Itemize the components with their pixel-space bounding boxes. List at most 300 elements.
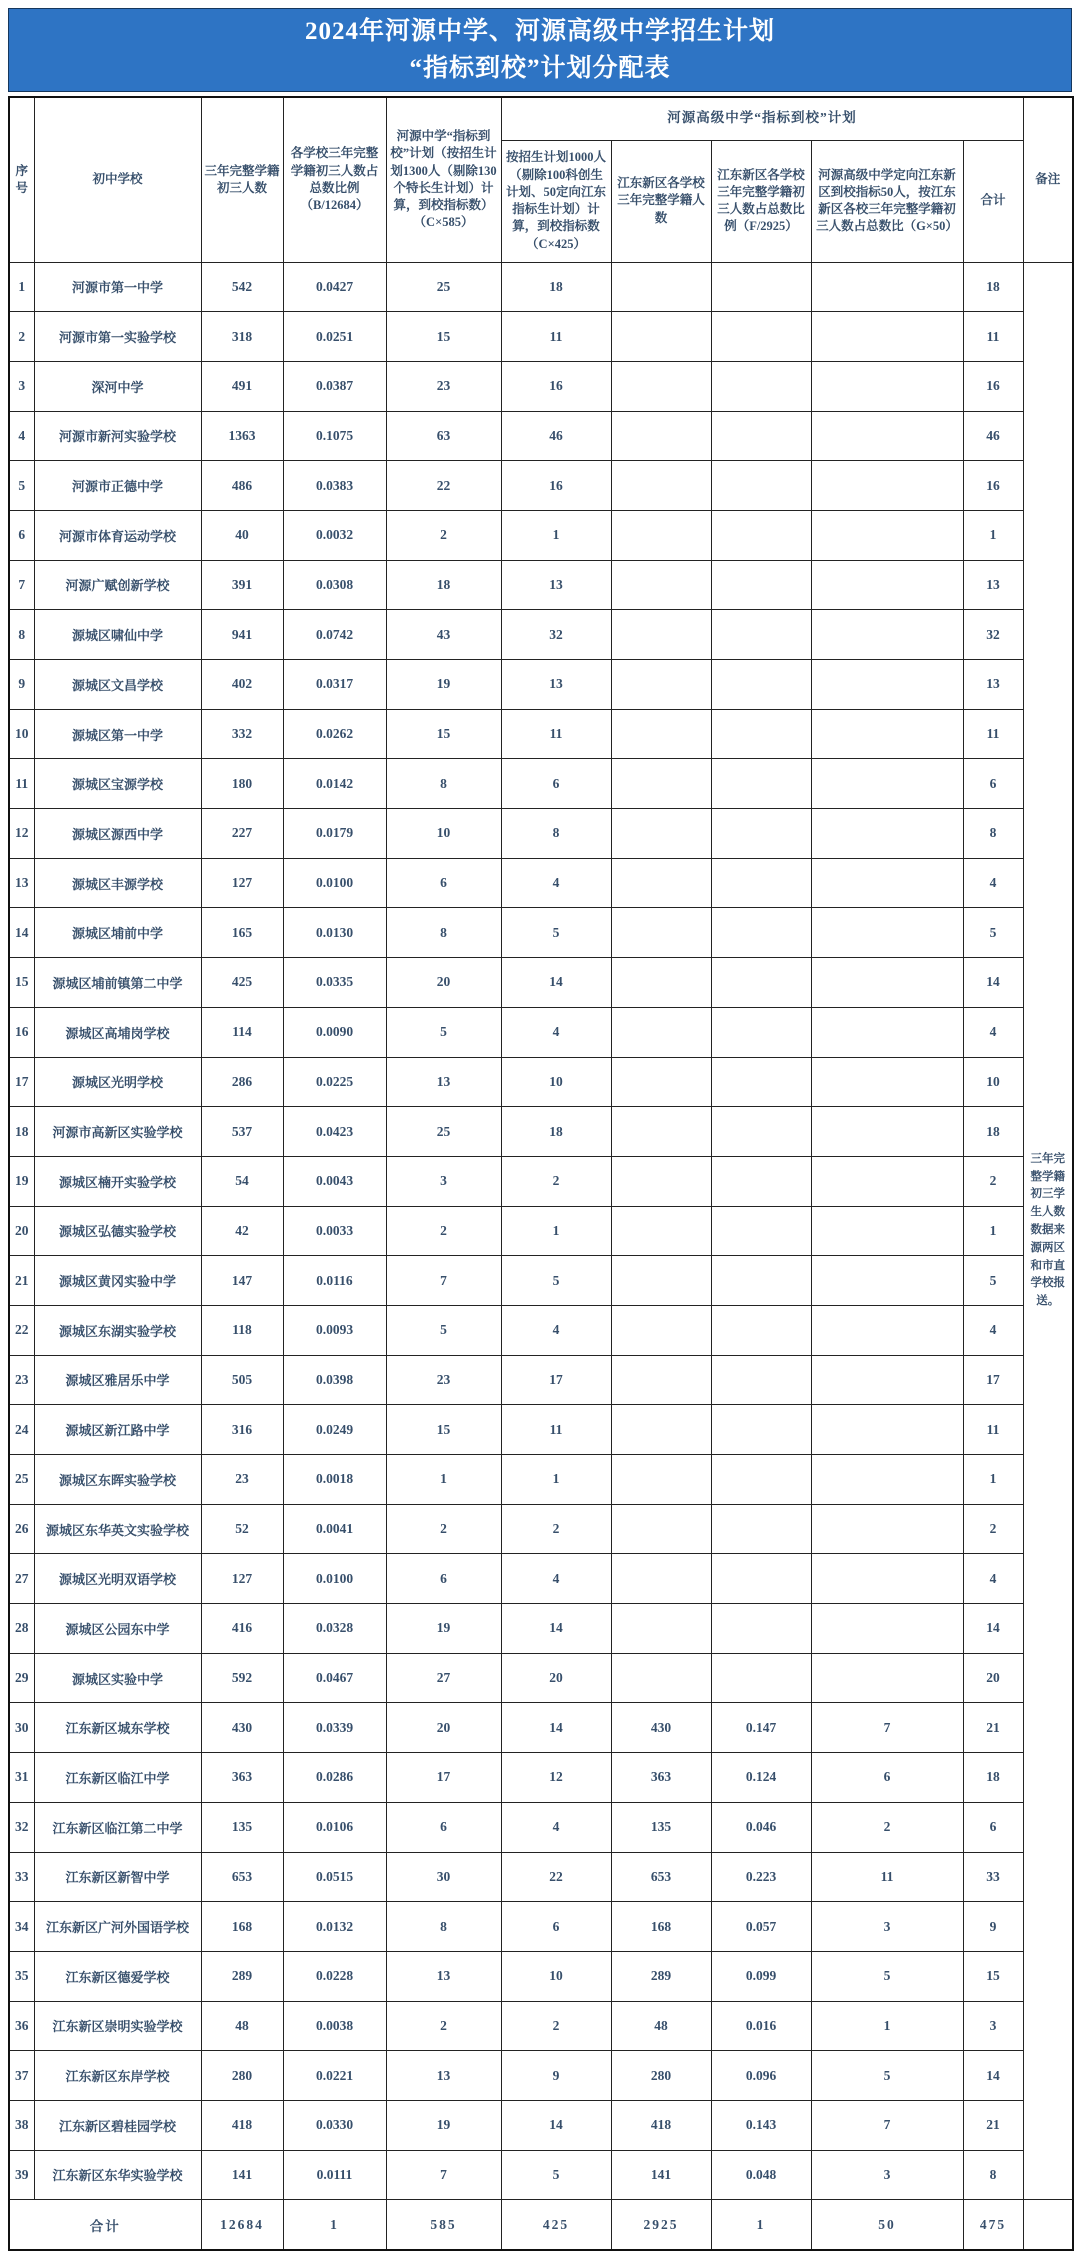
school-name: 源城区埔前中学 [34, 908, 201, 958]
grade9-count-cell: 363 [201, 1753, 283, 1803]
row-total-cell: 10 [963, 1057, 1023, 1107]
jiangdong-ratio-cell [711, 510, 811, 560]
ratio-cell: 0.0032 [283, 510, 386, 560]
header-senior-plan: 按招生计划1000人（剔除100科创生计划、50定向江东指标生计划）计算，到校指标数（C×425） [501, 140, 611, 262]
row-number: 25 [9, 1455, 34, 1505]
senior-plan-cell: 5 [501, 908, 611, 958]
jiangdong-ratio-cell [711, 908, 811, 958]
senior-plan-cell: 16 [501, 361, 611, 411]
table-row [9, 908, 1073, 958]
jiangdong-count-cell [611, 610, 711, 660]
heyuan-plan-cell: 19 [386, 2100, 501, 2150]
grade9-count-cell: 537 [201, 1107, 283, 1157]
ratio-cell: 0.0286 [283, 1753, 386, 1803]
grade9-count-cell: 418 [201, 2100, 283, 2150]
heyuan-plan-cell: 15 [386, 312, 501, 362]
heyuan-plan-cell: 8 [386, 908, 501, 958]
senior-plan-cell: 20 [501, 1653, 611, 1703]
total-value-cell: 475 [963, 2200, 1023, 2250]
jiangdong-ratio-cell [711, 809, 811, 859]
header-jiangdong-quota: 河源高级中学定向江东新区到校指标50人，按江东新区各校三年完整学籍初三人数占总数比（G×50） [811, 140, 963, 262]
total-value-cell: 12684 [201, 2200, 283, 2250]
school-name: 源城区第一中学 [34, 709, 201, 759]
row-total-cell: 8 [963, 2150, 1023, 2200]
school-name: 河源市体育运动学校 [34, 510, 201, 560]
row-total-cell: 13 [963, 560, 1023, 610]
table-row [9, 1405, 1073, 1455]
row-total-cell: 17 [963, 1355, 1023, 1405]
row-number: 11 [9, 759, 34, 809]
school-name: 源城区东晖实验学校 [34, 1455, 201, 1505]
total-value-cell: 2925 [611, 2200, 711, 2250]
heyuan-plan-cell: 13 [386, 1057, 501, 1107]
jiangdong-count-cell: 168 [611, 1902, 711, 1952]
heyuan-plan-cell: 23 [386, 361, 501, 411]
senior-plan-cell: 5 [501, 2150, 611, 2200]
table-row [9, 2051, 1073, 2101]
row-number: 10 [9, 709, 34, 759]
ratio-cell: 0.0100 [283, 1554, 386, 1604]
heyuan-plan-cell: 27 [386, 1653, 501, 1703]
heyuan-plan-cell: 63 [386, 411, 501, 461]
senior-plan-cell: 5 [501, 1256, 611, 1306]
row-total-cell: 14 [963, 1604, 1023, 1654]
jiangdong-quota-cell: 11 [811, 1852, 963, 1902]
jiangdong-quota-cell [811, 958, 963, 1008]
table-row [9, 1653, 1073, 1703]
jiangdong-quota-cell [811, 1206, 963, 1256]
row-number: 34 [9, 1902, 34, 1952]
jiangdong-ratio-cell [711, 660, 811, 710]
senior-plan-cell: 6 [501, 759, 611, 809]
senior-plan-cell: 2 [501, 1156, 611, 1206]
senior-plan-cell: 13 [501, 660, 611, 710]
jiangdong-count-cell [611, 908, 711, 958]
remark-note: 三年完整学籍初三学生人数数据来源两区和市直学校报送。 [1023, 262, 1073, 2200]
table-row [9, 1355, 1073, 1405]
heyuan-plan-cell: 25 [386, 1107, 501, 1157]
grade9-count-cell: 127 [201, 858, 283, 908]
header-grade9-count: 三年完整学籍初三人数 [201, 97, 283, 262]
jiangdong-count-cell [611, 1604, 711, 1654]
jiangdong-count-cell: 363 [611, 1753, 711, 1803]
table-row [9, 858, 1073, 908]
table-row [9, 1703, 1073, 1753]
heyuan-plan-cell: 23 [386, 1355, 501, 1405]
total-value-cell: 425 [501, 2200, 611, 2250]
table-row [9, 1156, 1073, 1206]
ratio-cell: 0.0116 [283, 1256, 386, 1306]
jiangdong-quota-cell [811, 1107, 963, 1157]
jiangdong-quota-cell: 7 [811, 1703, 963, 1753]
header-senior-group: 河源高级中学“指标到校”计划 [501, 97, 1023, 140]
grade9-count-cell: 391 [201, 560, 283, 610]
jiangdong-quota-cell [811, 908, 963, 958]
school-name: 源城区啸仙中学 [34, 610, 201, 660]
jiangdong-quota-cell [811, 510, 963, 560]
jiangdong-ratio-cell [711, 1355, 811, 1405]
table-row [9, 312, 1073, 362]
header-total: 合计 [963, 140, 1023, 262]
senior-plan-cell: 10 [501, 1951, 611, 2001]
row-number: 18 [9, 1107, 34, 1157]
ratio-cell: 0.0249 [283, 1405, 386, 1455]
heyuan-plan-cell: 13 [386, 2051, 501, 2101]
heyuan-plan-cell: 20 [386, 1703, 501, 1753]
heyuan-plan-cell: 7 [386, 1256, 501, 1306]
row-number: 31 [9, 1753, 34, 1803]
heyuan-plan-cell: 5 [386, 1007, 501, 1057]
ratio-cell: 0.0515 [283, 1852, 386, 1902]
jiangdong-quota-cell [811, 411, 963, 461]
table-body [9, 262, 1073, 2250]
table-row [9, 1305, 1073, 1355]
header-remark: 备注 [1023, 97, 1073, 262]
row-total-cell: 2 [963, 1156, 1023, 1206]
ratio-cell: 0.0225 [283, 1057, 386, 1107]
row-total-cell: 21 [963, 2100, 1023, 2150]
row-total-cell: 46 [963, 411, 1023, 461]
grade9-count-cell: 168 [201, 1902, 283, 1952]
jiangdong-count-cell [611, 1504, 711, 1554]
ratio-cell: 0.0330 [283, 2100, 386, 2150]
table-row [9, 2150, 1073, 2200]
senior-plan-cell: 11 [501, 709, 611, 759]
ratio-cell: 0.0308 [283, 560, 386, 610]
jiangdong-quota-cell [811, 858, 963, 908]
ratio-cell: 0.0106 [283, 1802, 386, 1852]
table-row [9, 2001, 1073, 2051]
heyuan-plan-cell: 22 [386, 461, 501, 511]
jiangdong-count-cell [611, 411, 711, 461]
table-row [9, 1902, 1073, 1952]
table-row [9, 1107, 1073, 1157]
ratio-cell: 0.0398 [283, 1355, 386, 1405]
row-total-cell: 6 [963, 759, 1023, 809]
jiangdong-count-cell [611, 1355, 711, 1405]
jiangdong-quota-cell [811, 1554, 963, 1604]
school-name: 河源市正德中学 [34, 461, 201, 511]
jiangdong-ratio-cell [711, 1156, 811, 1206]
heyuan-plan-cell: 15 [386, 1405, 501, 1455]
table-row [9, 262, 1073, 312]
grade9-count-cell: 165 [201, 908, 283, 958]
row-number: 21 [9, 1256, 34, 1306]
table-row [9, 461, 1073, 511]
grade9-count-cell: 542 [201, 262, 283, 312]
grade9-count-cell: 180 [201, 759, 283, 809]
heyuan-plan-cell: 20 [386, 958, 501, 1008]
header-seq: 序号 [9, 97, 34, 262]
table-row [9, 1951, 1073, 2001]
jiangdong-quota-cell [811, 1256, 963, 1306]
senior-plan-cell: 1 [501, 510, 611, 560]
school-name: 源城区公园东中学 [34, 1604, 201, 1654]
jiangdong-count-cell [611, 858, 711, 908]
jiangdong-ratio-cell [711, 560, 811, 610]
table-row [9, 610, 1073, 660]
heyuan-plan-cell: 6 [386, 1554, 501, 1604]
ratio-cell: 0.0033 [283, 1206, 386, 1256]
total-remark-cell [1023, 2200, 1073, 2250]
jiangdong-quota-cell [811, 361, 963, 411]
ratio-cell: 0.0179 [283, 809, 386, 859]
senior-plan-cell: 17 [501, 1355, 611, 1405]
ratio-cell: 0.0018 [283, 1455, 386, 1505]
ratio-cell: 0.0251 [283, 312, 386, 362]
jiangdong-quota-cell: 1 [811, 2001, 963, 2051]
grade9-count-cell: 227 [201, 809, 283, 859]
row-number: 6 [9, 510, 34, 560]
senior-plan-cell: 2 [501, 1504, 611, 1554]
jiangdong-ratio-cell: 0.046 [711, 1802, 811, 1852]
school-name: 源城区丰源学校 [34, 858, 201, 908]
jiangdong-quota-cell [811, 1355, 963, 1405]
ratio-cell: 0.0467 [283, 1653, 386, 1703]
grade9-count-cell: 114 [201, 1007, 283, 1057]
row-number: 9 [9, 660, 34, 710]
senior-plan-cell: 10 [501, 1057, 611, 1107]
jiangdong-quota-cell [811, 1604, 963, 1654]
row-number: 15 [9, 958, 34, 1008]
ratio-cell: 0.0423 [283, 1107, 386, 1157]
jiangdong-ratio-cell [711, 1007, 811, 1057]
row-total-cell: 14 [963, 958, 1023, 1008]
heyuan-plan-cell: 25 [386, 262, 501, 312]
page-title [8, 8, 1072, 92]
heyuan-plan-cell: 17 [386, 1753, 501, 1803]
row-total-cell: 5 [963, 1256, 1023, 1306]
row-total-cell: 5 [963, 908, 1023, 958]
table-row [9, 660, 1073, 710]
jiangdong-ratio-cell [711, 411, 811, 461]
ratio-cell: 0.0317 [283, 660, 386, 710]
grade9-count-cell: 127 [201, 1554, 283, 1604]
school-name: 源城区实验中学 [34, 1653, 201, 1703]
page-title-line2: “指标到校”计划分配表 [409, 55, 671, 82]
header-school: 初中学校 [34, 97, 201, 262]
jiangdong-count-cell [611, 660, 711, 710]
jiangdong-count-cell: 135 [611, 1802, 711, 1852]
row-total-cell: 9 [963, 1902, 1023, 1952]
jiangdong-ratio-cell [711, 1305, 811, 1355]
senior-plan-cell: 22 [501, 1852, 611, 1902]
ratio-cell: 0.0041 [283, 1504, 386, 1554]
ratio-cell: 0.0100 [283, 858, 386, 908]
row-number: 13 [9, 858, 34, 908]
jiangdong-count-cell [611, 510, 711, 560]
jiangdong-ratio-cell [711, 461, 811, 511]
jiangdong-ratio-cell [711, 759, 811, 809]
table-row [9, 809, 1073, 859]
row-number: 16 [9, 1007, 34, 1057]
heyuan-plan-cell: 1 [386, 1455, 501, 1505]
senior-plan-cell: 8 [501, 809, 611, 859]
school-name: 江东新区碧桂园学校 [34, 2100, 201, 2150]
grade9-count-cell: 147 [201, 1256, 283, 1306]
ratio-cell: 0.0142 [283, 759, 386, 809]
grade9-count-cell: 135 [201, 1802, 283, 1852]
school-name: 江东新区临江中学 [34, 1753, 201, 1803]
senior-plan-cell: 4 [501, 1007, 611, 1057]
row-number: 29 [9, 1653, 34, 1703]
row-total-cell: 15 [963, 1951, 1023, 2001]
ratio-cell: 0.0262 [283, 709, 386, 759]
row-total-cell: 21 [963, 1703, 1023, 1753]
jiangdong-quota-cell [811, 1405, 963, 1455]
heyuan-plan-cell: 6 [386, 858, 501, 908]
jiangdong-count-cell [611, 1305, 711, 1355]
grade9-count-cell: 1363 [201, 411, 283, 461]
row-total-cell: 4 [963, 1554, 1023, 1604]
school-name: 源城区光明学校 [34, 1057, 201, 1107]
row-total-cell: 16 [963, 361, 1023, 411]
row-total-cell: 6 [963, 1802, 1023, 1852]
row-total-cell: 11 [963, 709, 1023, 759]
grade9-count-cell: 52 [201, 1504, 283, 1554]
table-row [9, 411, 1073, 461]
jiangdong-ratio-cell [711, 262, 811, 312]
total-label: 合计 [9, 2200, 201, 2250]
jiangdong-quota-cell [811, 262, 963, 312]
row-number: 28 [9, 1604, 34, 1654]
jiangdong-count-cell [611, 759, 711, 809]
ratio-cell: 0.0221 [283, 2051, 386, 2101]
header-ratio: 各学校三年完整学籍初三人数占总数比例（B/12684） [283, 97, 386, 262]
table-row [9, 1604, 1073, 1654]
row-number: 39 [9, 2150, 34, 2200]
heyuan-plan-cell: 8 [386, 759, 501, 809]
row-total-cell: 1 [963, 1455, 1023, 1505]
senior-plan-cell: 14 [501, 1604, 611, 1654]
jiangdong-count-cell [611, 262, 711, 312]
jiangdong-ratio-cell [711, 709, 811, 759]
row-number: 33 [9, 1852, 34, 1902]
senior-plan-cell: 6 [501, 1902, 611, 1952]
heyuan-plan-cell: 8 [386, 1902, 501, 1952]
school-name: 源城区埔前镇第二中学 [34, 958, 201, 1008]
row-number: 38 [9, 2100, 34, 2150]
jiangdong-count-cell [611, 1405, 711, 1455]
table-row [9, 510, 1073, 560]
row-number: 1 [9, 262, 34, 312]
table-row [9, 709, 1073, 759]
table-row [9, 1554, 1073, 1604]
row-total-cell: 8 [963, 809, 1023, 859]
school-name: 源城区光明双语学校 [34, 1554, 201, 1604]
jiangdong-count-cell [611, 1156, 711, 1206]
heyuan-plan-cell: 2 [386, 1504, 501, 1554]
school-name: 源城区新江路中学 [34, 1405, 201, 1455]
row-number: 26 [9, 1504, 34, 1554]
row-number: 30 [9, 1703, 34, 1753]
row-total-cell: 18 [963, 1107, 1023, 1157]
school-name: 江东新区东岸学校 [34, 2051, 201, 2101]
jiangdong-ratio-cell: 0.223 [711, 1852, 811, 1902]
row-number: 22 [9, 1305, 34, 1355]
school-name: 源城区弘德实验学校 [34, 1206, 201, 1256]
allocation-table [8, 96, 1074, 2251]
table-row [9, 560, 1073, 610]
row-number: 24 [9, 1405, 34, 1455]
school-name: 江东新区城东学校 [34, 1703, 201, 1753]
school-name: 江东新区德爱学校 [34, 1951, 201, 2001]
jiangdong-ratio-cell: 0.099 [711, 1951, 811, 2001]
jiangdong-ratio-cell [711, 610, 811, 660]
school-name: 江东新区东华实验学校 [34, 2150, 201, 2200]
jiangdong-quota-cell [811, 1057, 963, 1107]
jiangdong-count-cell [611, 1554, 711, 1604]
header-jiangdong-count: 江东新区各学校三年完整学籍人数 [611, 140, 711, 262]
row-number: 35 [9, 1951, 34, 2001]
school-name: 深河中学 [34, 361, 201, 411]
grade9-count-cell: 486 [201, 461, 283, 511]
school-name: 河源广赋创新学校 [34, 560, 201, 610]
jiangdong-ratio-cell [711, 312, 811, 362]
page-title-line1: 2024年河源中学、河源高级中学招生计划 [304, 17, 775, 45]
row-number: 2 [9, 312, 34, 362]
table-row [9, 1753, 1073, 1803]
jiangdong-quota-cell: 6 [811, 1753, 963, 1803]
grade9-count-cell: 402 [201, 660, 283, 710]
row-total-cell: 11 [963, 312, 1023, 362]
ratio-cell: 0.0090 [283, 1007, 386, 1057]
grade9-count-cell: 416 [201, 1604, 283, 1654]
jiangdong-count-cell [611, 709, 711, 759]
school-name: 源城区东华英文实验学校 [34, 1504, 201, 1554]
jiangdong-count-cell [611, 312, 711, 362]
table-row [9, 2100, 1073, 2150]
jiangdong-quota-cell [811, 1504, 963, 1554]
jiangdong-ratio-cell [711, 1653, 811, 1703]
heyuan-plan-cell: 2 [386, 1206, 501, 1256]
heyuan-plan-cell: 5 [386, 1305, 501, 1355]
senior-plan-cell: 14 [501, 1703, 611, 1753]
senior-plan-cell: 13 [501, 560, 611, 610]
jiangdong-quota-cell [811, 560, 963, 610]
total-row [9, 2200, 1073, 2250]
jiangdong-count-cell: 141 [611, 2150, 711, 2200]
jiangdong-count-cell [611, 1653, 711, 1703]
table-row [9, 361, 1073, 411]
jiangdong-quota-cell [811, 759, 963, 809]
heyuan-plan-cell: 18 [386, 560, 501, 610]
heyuan-plan-cell: 13 [386, 1951, 501, 2001]
ratio-cell: 0.0383 [283, 461, 386, 511]
jiangdong-count-cell [611, 1107, 711, 1157]
row-number: 8 [9, 610, 34, 660]
jiangdong-ratio-cell [711, 1604, 811, 1654]
jiangdong-count-cell [611, 1455, 711, 1505]
senior-plan-cell: 18 [501, 1107, 611, 1157]
school-name: 江东新区崇明实验学校 [34, 2001, 201, 2051]
jiangdong-ratio-cell [711, 1504, 811, 1554]
grade9-count-cell: 332 [201, 709, 283, 759]
heyuan-plan-cell: 30 [386, 1852, 501, 1902]
row-total-cell: 4 [963, 1007, 1023, 1057]
senior-plan-cell: 14 [501, 958, 611, 1008]
grade9-count-cell: 23 [201, 1455, 283, 1505]
school-name: 源城区楠开实验学校 [34, 1156, 201, 1206]
jiangdong-ratio-cell: 0.057 [711, 1902, 811, 1952]
jiangdong-count-cell [611, 1256, 711, 1306]
row-number: 12 [9, 809, 34, 859]
ratio-cell: 0.0038 [283, 2001, 386, 2051]
row-number: 4 [9, 411, 34, 461]
ratio-cell: 0.0228 [283, 1951, 386, 2001]
row-number: 7 [9, 560, 34, 610]
jiangdong-ratio-cell [711, 858, 811, 908]
